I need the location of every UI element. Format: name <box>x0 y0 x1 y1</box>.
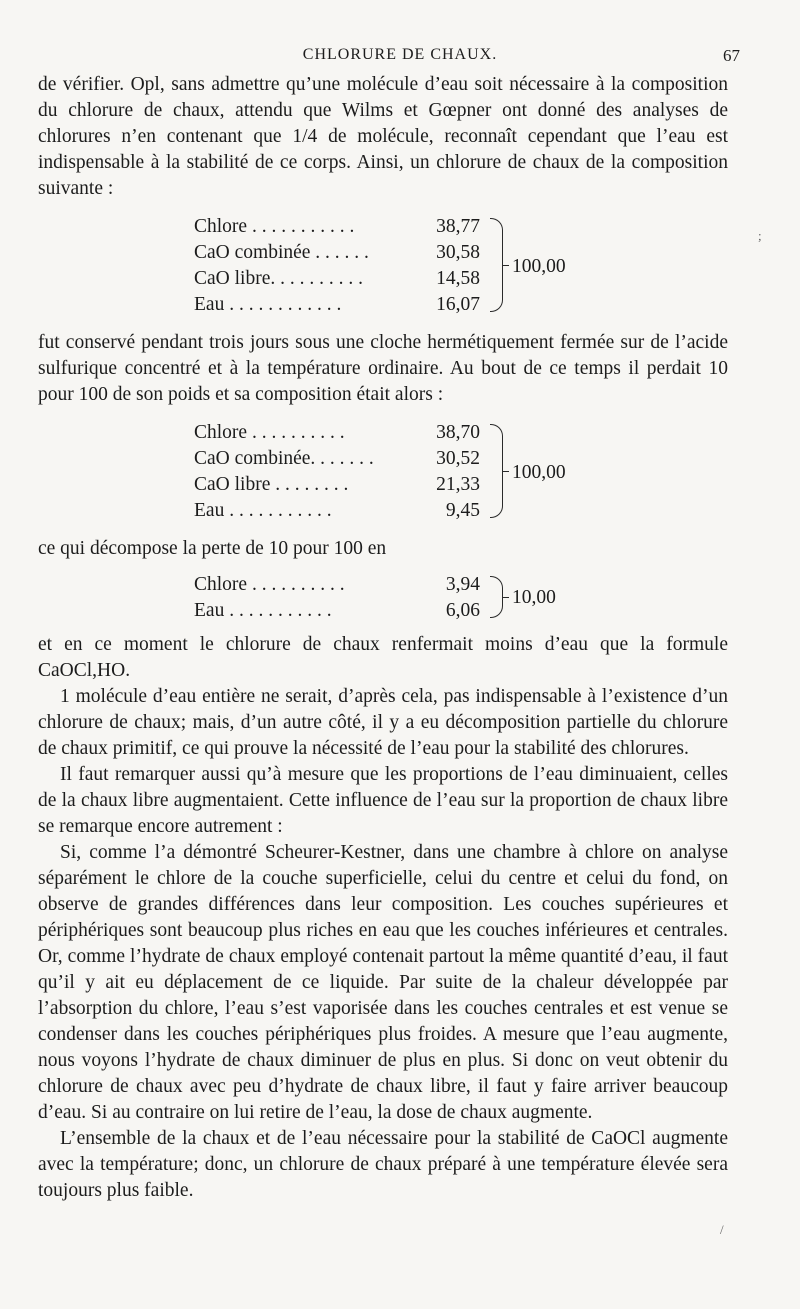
paragraph-8: L’ensemble de la chaux et de l’eau nécessaire pour la stabilité de CaOCl augmente avec la température; donc, un chlorure de chaux préparé à une température élevée sera toujours plus faible. <box>38 1128 728 1201</box>
row-value: 38,70 <box>436 422 480 443</box>
row-label: Eau . . . . . . . . . . . <box>194 500 332 521</box>
row-value: 16,07 <box>436 294 480 315</box>
margin-mark: ; <box>758 228 762 243</box>
row-value: 30,52 <box>436 448 480 469</box>
row-value: 14,58 <box>436 268 480 289</box>
table-row <box>194 240 728 266</box>
table-row <box>194 266 728 292</box>
row-label: CaO combinée. . . . . . . <box>194 448 374 469</box>
table-row <box>194 214 728 240</box>
table-row <box>194 572 728 598</box>
table-total: 100,00 <box>512 462 566 483</box>
running-title: CHLORURE DE CHAUX. <box>302 46 498 63</box>
row-label: CaO libre. . . . . . . . . . <box>194 268 363 289</box>
row-value: 38,77 <box>436 216 480 237</box>
row-label: Chlore . . . . . . . . . . . <box>194 216 355 237</box>
table-total: 100,00 <box>512 256 566 277</box>
row-value: 9,45 <box>445 500 480 521</box>
brace <box>490 576 503 618</box>
row-value: 30,58 <box>436 242 480 263</box>
table-row <box>194 446 728 472</box>
brace <box>490 218 503 312</box>
table-row <box>194 420 728 446</box>
table-row <box>194 498 728 524</box>
paragraph-2: fut conservé pendant trois jours sous une cloche hermétiquement fermée sur de l’acide sulfurique concentré et à la température ordinaire. Au bout de ce temps il perdait 10 pour 100 de son poids et sa composition était alors : <box>38 332 728 405</box>
paragraph-5: 1 molécule d’eau entière ne serait, d’après cela, pas indispensable à l’existence d’un chlorure de chaux; mais, d’un autre côté, il y a eu décomposition partielle du chlorure de chaux primitif, ce qui prouve la nécessité de l’eau pour la stabilité des chlorures. <box>38 686 728 759</box>
paragraph-6: Il faut remarquer aussi qu’à mesure que les proportions de l’eau diminuaient, celles de la chaux libre augmentaient. Cette influence de l’eau sur la proportion de chaux libre se remarque encore autrement : <box>38 764 728 837</box>
page-number: 67 <box>723 46 740 65</box>
paragraph-3: ce qui décompose la perte de 10 pour 100 en <box>38 538 387 559</box>
table-row <box>194 598 728 624</box>
row-value: 3,94 <box>445 574 480 595</box>
row-value: 6,06 <box>445 600 480 621</box>
paragraph-7: Si, comme l’a démontré Scheurer-Kestner, dans une chambre à chlore on analyse séparément le chlore de la couche superficielle, celui du centre et celui du fond, on observe de grandes différences dans leur composition. Les couches supérieures et périphériques sont beaucoup plus riches en eau que les couches inférieures et centrales. Or, comme l’hydrate de chaux employé contenait partout la même quantité d’eau, il faut qu’il y ait eu déplacement de ce liquide. Par suite de la chaleur développée par l’absorption du chlore, l’eau s’est vaporisée dans les couches centrales et est venue se condenser dans les couches périphériques plus froides. A mesure que l’eau augmente, nous voyons l’hydrate de chaux diminuer de plus en plus. Si donc on veut obtenir du chlorure de chaux avec peu d’hydrate de chaux libre, il faut y faire arriver beaucoup d’eau. Si au contraire on lui retire de l’eau, la dose de chaux augmente. <box>38 842 728 1123</box>
row-label: Chlore . . . . . . . . . . <box>194 574 345 595</box>
composition-table-initial <box>194 214 728 318</box>
table-row <box>194 472 728 498</box>
row-value: 21,33 <box>436 474 480 495</box>
row-label: Chlore . . . . . . . . . . <box>194 422 345 443</box>
running-head <box>0 42 800 72</box>
table-total: 10,00 <box>512 587 556 608</box>
page-body <box>38 72 728 1204</box>
row-label: CaO combinée . . . . . . <box>194 242 369 263</box>
margin-mark: / <box>720 1222 724 1237</box>
row-label: Eau . . . . . . . . . . . . <box>194 294 342 315</box>
brace <box>490 424 503 518</box>
table-row <box>194 292 728 318</box>
composition-table-after <box>194 420 728 524</box>
row-label: Eau . . . . . . . . . . . <box>194 600 332 621</box>
paragraph-4: et en ce moment le chlorure de chaux renfermait moins d’eau que la formule CaOCl,HO. <box>38 634 728 681</box>
paragraph-1: de vérifier. Opl, sans admettre qu’une molécule d’eau soit nécessaire à la composition du chlorure de chaux, attendu que Wilms et Gœpner ont donné des analyses de chlorures n’en contenant que 1/4 de molécule, reconnaît cependant que l’eau est indispensable à la stabilité de ce corps. Ainsi, un chlorure de chaux de la composition suivante : <box>38 74 728 199</box>
row-label: CaO libre . . . . . . . . <box>194 474 349 495</box>
composition-table-loss <box>194 572 728 624</box>
